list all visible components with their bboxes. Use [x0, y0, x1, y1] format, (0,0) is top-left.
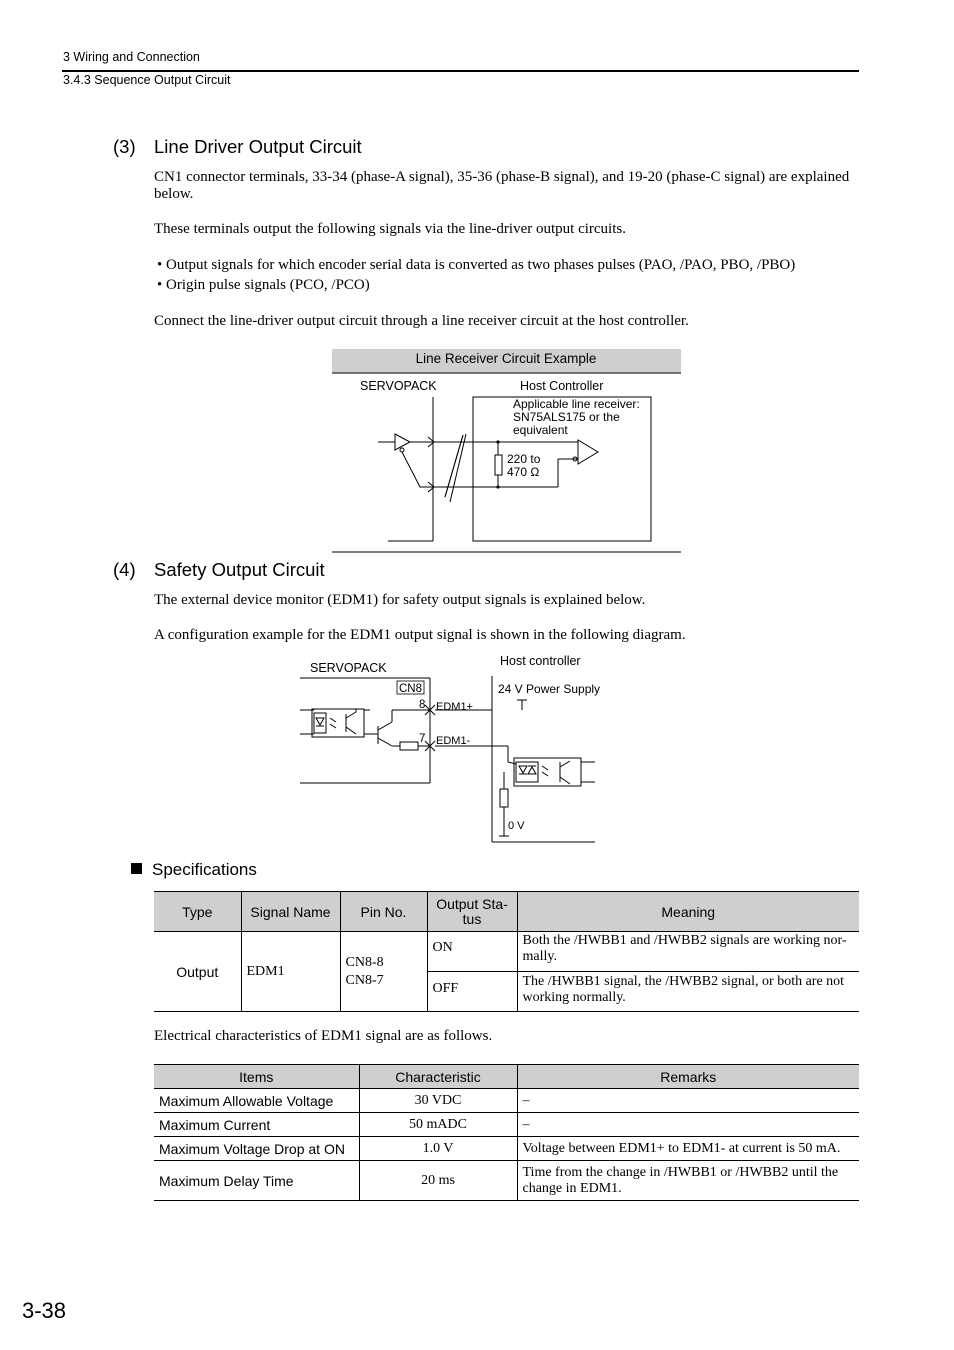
electrical-characteristics-table — [154, 1064, 859, 1201]
square-bullet-icon — [131, 863, 142, 874]
resistor-label-1: 220 to — [507, 452, 541, 466]
table-row: Maximum Current 50 mADC – — [154, 1113, 859, 1137]
header-rule — [62, 70, 859, 72]
power-supply-label: 24 V Power Supply — [498, 682, 600, 696]
running-header-section: 3.4.3 Sequence Output Circuit — [63, 73, 231, 87]
section-4-number: (4) — [113, 559, 136, 580]
meaning-on-cell: Both the /HWBB1 and /HWBB2 signals are working nor- mally. — [517, 932, 859, 972]
col-header: Meaning — [517, 892, 859, 932]
pin-8-label: 8 — [419, 699, 426, 711]
pull-down-resistor — [500, 789, 508, 807]
col-header: Output Sta- tus — [427, 892, 517, 932]
table-row: Maximum Delay Time 20 ms Time from the change in /HWBB1 or /HWBB2 until the change in EDM1. — [154, 1161, 859, 1201]
receiver-note-3: equivalent — [513, 423, 568, 437]
section-4-title: Safety Output Circuit — [154, 559, 325, 580]
table-row: Maximum Voltage Drop at ON 1.0 V Voltage between EDM1+ to EDM1- at current is 50 mA. — [154, 1137, 859, 1161]
specifications-table — [154, 891, 859, 1012]
bullet-item: • Output signals for which encoder serial data is converted as two phases pulses (PAO, /PAO, PBO, /PBO) — [157, 257, 796, 273]
section-3-para-3: Connect the line-driver output circuit through a line receiver circuit at the host controller. — [154, 313, 689, 329]
section-3-para-2: These terminals output the following signals via the line-driver output circuits. — [154, 221, 626, 237]
col-header: Type — [154, 892, 241, 932]
col-header: Items — [154, 1065, 359, 1089]
section-4-para-1: The external device monitor (EDM1) for safety output signals is explained below. — [154, 592, 646, 608]
status-on-cell: ON — [427, 932, 517, 972]
figure-title: Line Receiver Circuit Example — [415, 351, 597, 366]
section-4-para-2: A configuration example for the EDM1 output signal is shown in the following diagram. — [154, 627, 686, 643]
receiver-note-2: SN75ALS175 or the — [513, 410, 620, 424]
section-3-para-1: CN1 connector terminals, 33-34 (phase-A signal), 35-36 (phase-B signal), and 19-20 (phase-C signal) are explained below. — [154, 169, 850, 202]
status-off-cell: OFF — [427, 972, 517, 1012]
section-3-title: Line Driver Output Circuit — [154, 136, 362, 157]
terminating-resistor — [495, 455, 502, 475]
meaning-off-cell: The /HWBB1 signal, the /HWBB2 signal, or both are not working normally. — [517, 972, 859, 1012]
section-3-number: (3) — [113, 136, 136, 157]
edm1-plus-label: EDM1+ — [436, 701, 473, 713]
signal-name-cell: EDM1 — [241, 932, 340, 1012]
servopack-label: SERVOPACK — [360, 379, 437, 393]
line-receiver-diagram — [330, 347, 683, 555]
running-header-chapter: 3 Wiring and Connection — [63, 50, 200, 64]
table-row: Maximum Allowable Voltage 30 VDC – — [154, 1089, 859, 1113]
zero-volt-label: 0 V — [508, 820, 525, 832]
edm1-minus-label: EDM1- — [436, 735, 471, 747]
section-3-heading — [113, 136, 362, 158]
host-controller-label: Host Controller — [520, 379, 604, 393]
line-receiver-symbol — [578, 440, 598, 464]
resistor-label-2: 470 Ω — [507, 465, 540, 479]
servopack-label: SERVOPACK — [310, 661, 387, 675]
type-cell: Output — [154, 932, 241, 1012]
col-header: Pin No. — [340, 892, 427, 932]
connector-label: CN8 — [399, 683, 423, 695]
bullet-item: • Origin pulse signals (PCO, /PCO) — [157, 277, 370, 293]
specifications-heading: Specifications — [131, 860, 257, 880]
col-header: Characteristic — [359, 1065, 517, 1089]
col-header: Signal Name — [241, 892, 340, 932]
receiver-note-1: Applicable line receiver: — [513, 397, 640, 411]
edm1-diagram — [298, 652, 600, 846]
pin-cell: CN8-8 CN8-7 — [340, 932, 427, 1012]
host-controller-label: Host controller — [500, 654, 581, 668]
section-4-heading — [113, 559, 325, 581]
page-number: 3-38 — [22, 1298, 67, 1323]
pin-7-label: 7 — [419, 733, 426, 745]
electrical-intro: Electrical characteristics of EDM1 signal are as follows. — [154, 1028, 493, 1044]
col-header: Remarks — [517, 1065, 859, 1089]
output-resistor — [400, 742, 418, 750]
